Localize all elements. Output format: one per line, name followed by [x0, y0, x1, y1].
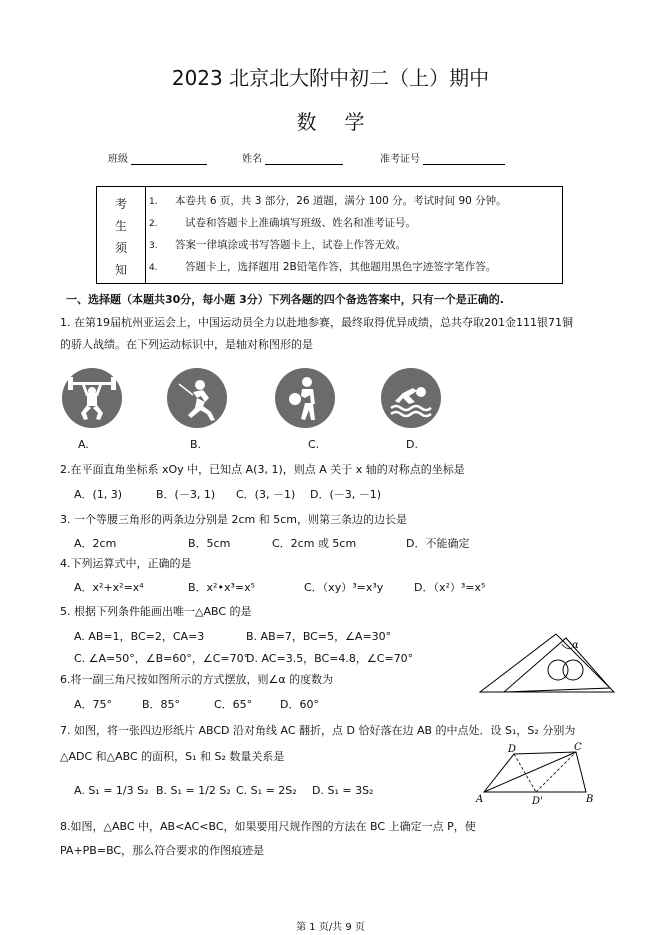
- svg-text:B: B: [586, 794, 594, 805]
- exam-no-field: [380, 150, 505, 165]
- quadrilateral-fold-figure: [474, 740, 604, 806]
- q7-option-c[interactable]: C. S₁ = 2S₂: [236, 784, 297, 797]
- triangle-rulers-figure: [476, 630, 620, 696]
- q2-option-d[interactable]: D．(－3, －1): [310, 488, 382, 501]
- q1-option-b[interactable]: B.: [190, 438, 202, 451]
- q4-option-c[interactable]: C．（xy）³=x³y: [304, 581, 384, 594]
- notice-item: 2. 试卷和答题卡上准确填写班级、姓名和准考证号。: [149, 217, 416, 229]
- q3-option-a[interactable]: A．2cm: [74, 537, 117, 550]
- class-blank: [131, 153, 207, 165]
- exam-title: 2023 北京北大附中初二（上）期中: [171, 66, 490, 90]
- q1-line1: 1. 在第19届杭州亚运会上，中国运动员全力以赴地参赛，最终取得优异成绩，总共夺取201金111银71铜: [60, 316, 573, 329]
- q5-stem: 5. 根据下列条件能画出唯一△ABC 的是: [60, 605, 252, 618]
- q7-option-b[interactable]: B. S₁ = 1/2 S₂: [156, 784, 231, 797]
- q1-line2: 的骄人战绩。在下列运动标识中，是轴对称图形的是: [60, 338, 313, 351]
- q7-option-a[interactable]: A. S₁ = 1/3 S₂: [74, 784, 149, 797]
- notice-label: 考 生 须 知: [97, 187, 146, 283]
- name-blank: [265, 153, 343, 165]
- q1-option-d[interactable]: D.: [406, 438, 418, 451]
- svg-text:D: D: [508, 744, 517, 755]
- q2-option-a[interactable]: A．(1, 3): [74, 488, 123, 501]
- q4-option-d[interactable]: D．（x²）³=x⁵: [414, 581, 486, 594]
- subject-title: 数学: [296, 110, 393, 134]
- q3-option-b[interactable]: B．5cm: [188, 537, 231, 550]
- notice-box: [96, 186, 563, 284]
- q5-option-b[interactable]: B. AB=7，BC=5，∠A=30°: [246, 630, 392, 643]
- class-label: 班级: [108, 154, 128, 165]
- q3-stem: 3. 一个等腰三角形的两条边分别是 2cm 和 5cm，则第三条边的边长是: [60, 513, 408, 526]
- q4-stem: 4.下列运算式中，正确的是: [60, 557, 192, 570]
- q7-option-d[interactable]: D. S₁ = 3S₂: [312, 784, 374, 797]
- q5-option-a[interactable]: A. AB=1，BC=2，CA=3: [74, 630, 205, 643]
- q2-stem: 2.在平面直角坐标系 xOy 中，已知点 A(3, 1)，则点 A 关于 x 轴的对称点的坐标是: [60, 463, 465, 476]
- notice-item: 3. 答案一律填涂或书写答题卡上，试卷上作答无效。: [149, 239, 406, 251]
- alpha-label: α: [572, 640, 579, 651]
- notice-item: 1. 本卷共 6 页，共 3 部分，26 道题，满分 100 分。考试时间 90 分钟。: [149, 195, 507, 207]
- q7-line2: △ADC 和△ABC 的面积，S₁ 和 S₂ 数量关系是: [60, 750, 285, 763]
- name-label: 姓名: [242, 154, 262, 165]
- q8-line2: PA+PB=BC，那么符合要求的作图痕迹是: [60, 844, 265, 857]
- class-field: [108, 150, 207, 165]
- section-heading: 一、选择题（本题共30分，每小题 3分）下列各题的四个备选答案中，只有一个是正确的.: [66, 293, 504, 306]
- q3-option-d[interactable]: D．不能确定: [406, 537, 470, 550]
- q6-option-c[interactable]: C．65°: [214, 698, 253, 711]
- q4-option-a[interactable]: A．x²+x²=x⁴: [74, 581, 144, 594]
- q7-line1: 7. 如图，将一张四边形纸片 ABCD 沿对角线 AC 翻折，点 D 恰好落在边 AB 的中点处．设 S₁，S₂ 分别为: [60, 724, 576, 737]
- q5-option-c[interactable]: C. ∠A=50°，∠B=60°，∠C=70°: [74, 652, 250, 665]
- name-field: [242, 150, 343, 165]
- svg-text:C: C: [574, 742, 582, 753]
- exam-no-blank: [423, 153, 505, 165]
- svg-text:D': D': [532, 796, 543, 806]
- q4-option-b[interactable]: B．x²•x³=x⁵: [188, 581, 256, 594]
- q2-option-b[interactable]: B．(－3, 1): [156, 488, 216, 501]
- notice-item: 4. 答题卡上，选择题用 2B铅笔作答，其他题用黑色字迹签字笔作答。: [149, 261, 497, 273]
- svg-text:A: A: [476, 794, 484, 805]
- q1-option-c[interactable]: C.: [308, 438, 320, 451]
- q1-option-a[interactable]: A.: [78, 438, 89, 451]
- swimming-icon: [381, 368, 441, 428]
- fencing-icon: [167, 368, 227, 428]
- q6-option-b[interactable]: B．85°: [142, 698, 181, 711]
- q3-option-c[interactable]: C．2cm 或 5cm: [272, 537, 357, 550]
- q6-option-d[interactable]: D．60°: [280, 698, 319, 711]
- q6-stem: 6.将一副三角尺按如图所示的方式摆放，则∠α 的度数为: [60, 673, 334, 686]
- basketball-icon: [275, 368, 335, 428]
- q5-option-d[interactable]: D. AC=3.5，BC=4.8，∠C=70°: [246, 652, 414, 665]
- page-footer: 第 1 页/共 9 页: [296, 922, 365, 933]
- q2-option-c[interactable]: C．(3, －1): [236, 488, 296, 501]
- weightlifting-icon: [62, 368, 122, 428]
- q8-line1: 8.如图，△ABC 中，AB<AC<BC，如果要用尺规作图的方法在 BC 上确定一点 P，使: [60, 820, 476, 833]
- q6-option-a[interactable]: A．75°: [74, 698, 113, 711]
- exam-no-label: 准考证号: [380, 154, 420, 165]
